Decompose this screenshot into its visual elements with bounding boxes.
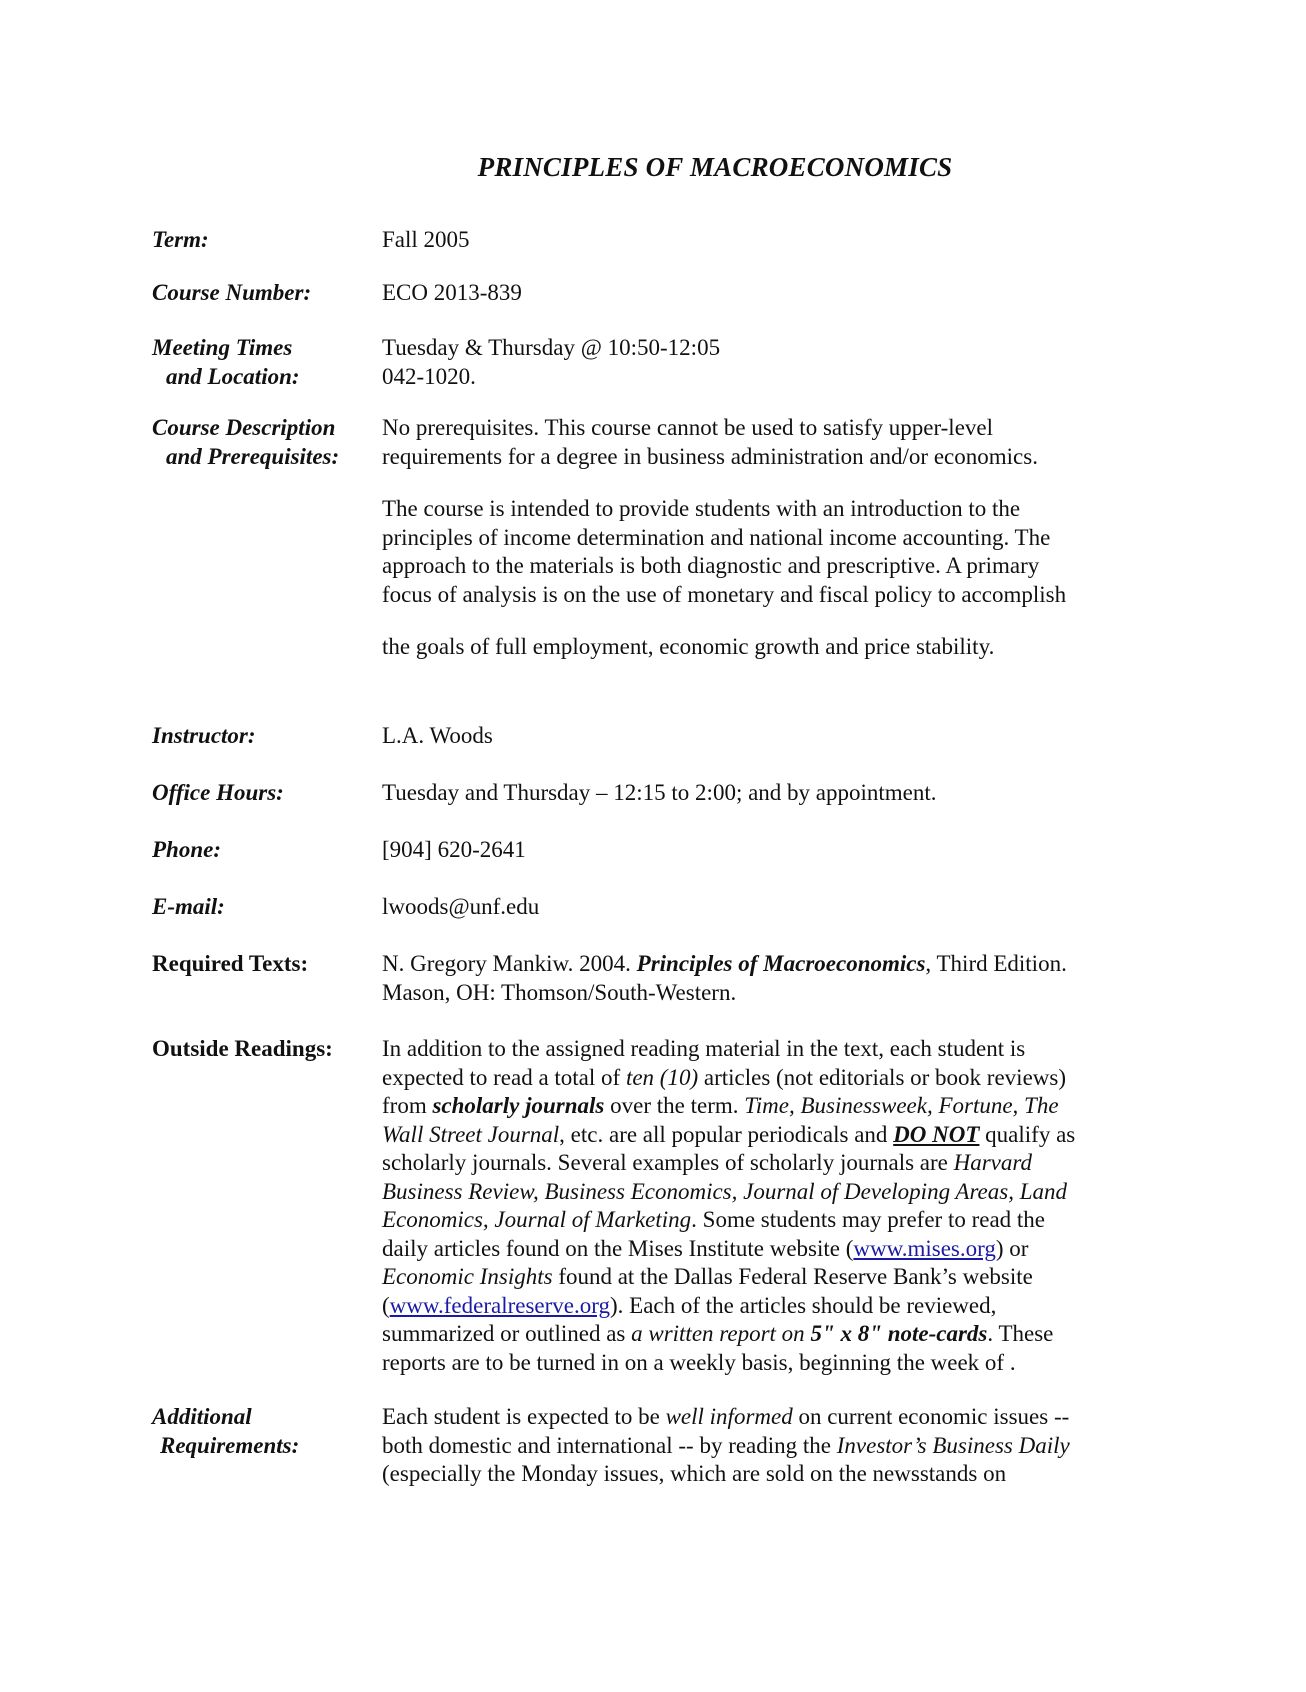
meeting-value <box>382 334 1152 391</box>
outside-line11 <box>382 1320 1152 1349</box>
required-texts-label: Required Texts: <box>152 951 309 976</box>
meeting-label-line2: and Location: <box>166 363 300 389</box>
phone-value: [904] 620-2641 <box>382 837 526 862</box>
outside-line2 <box>382 1064 1152 1093</box>
description-para3-line1: the goals of full employment, economic growth and price stability. <box>382 634 995 659</box>
outside-line12: reports are to be turned in on a weekly basis, beginning the week of . <box>382 1349 1016 1375</box>
outside-line7 <box>382 1206 1152 1235</box>
meeting-label-line1: Meeting Times <box>152 335 293 360</box>
term-value: Fall 2005 <box>382 227 470 252</box>
outside-line2-a: expected to read a total of <box>382 1064 626 1090</box>
outside-line8 <box>382 1235 1152 1264</box>
term-label: Term: <box>152 227 209 252</box>
meeting-times: Tuesday & Thursday @ 10:50-12:05 <box>382 335 721 360</box>
description-para2-line1: The course is intended to provide students with an introduction to the <box>382 496 1021 521</box>
description-label <box>152 414 372 471</box>
text-book-title: Principles of Macroeconomics <box>636 951 926 976</box>
outside-line8-a: daily articles found on the Mises Institute website ( <box>382 1235 854 1261</box>
outside-line11-a: summarized or outlined as <box>382 1321 632 1346</box>
outside-note-cards: 5" x 8" note-cards <box>810 1321 988 1346</box>
additional-label-line1: Additional <box>152 1404 252 1429</box>
course-number-label: Course Number: <box>152 280 312 305</box>
description-para1-line2: requirements for a degree in business administration and/or economics. <box>382 443 1038 469</box>
outside-scholarly: scholarly journals <box>432 1093 605 1118</box>
outside-wsj: Wall Street Journal <box>382 1121 560 1147</box>
outside-line9-b: found at the Dallas Federal Reserve Bank’s website <box>552 1264 1033 1289</box>
description-para2-line3: approach to the materials is both diagnostic and prescriptive. A primary <box>382 553 1040 578</box>
additional-line2 <box>382 1432 1152 1461</box>
description-para2-line2: principles of income determination and national income accounting. The <box>382 524 1051 550</box>
outside-readings-label: Outside Readings: <box>152 1036 333 1061</box>
outside-periodicals: Time, Businessweek, Fortune, The <box>744 1093 1059 1118</box>
outside-line6: Business Review, Business Economics, Journal of Developing Areas, Land <box>382 1178 1068 1204</box>
outside-line3-a: from <box>382 1093 433 1118</box>
outside-readings-value <box>382 1035 1152 1377</box>
additional-line3: (especially the Monday issues, which are sold on the newsstands on <box>382 1461 1007 1486</box>
required-texts-line2: Mason, OH: Thomson/South-Western. <box>382 979 737 1005</box>
text-author-year: N. Gregory Mankiw. 2004. <box>382 951 637 976</box>
text-edition: , Third Edition. <box>925 951 1067 976</box>
email-value: lwoods@unf.edu <box>382 894 540 919</box>
email-label: E-mail: <box>152 894 225 919</box>
outside-line11-d: . These <box>987 1321 1054 1346</box>
description-para2-line4: focus of analysis is on the use of monetary and fiscal policy to accomplish <box>382 581 1067 607</box>
outside-line3-c: over the term. <box>604 1093 745 1118</box>
outside-line8-b: ) or <box>995 1235 1029 1261</box>
additional-ibd: Investor’s Business Daily <box>836 1432 1070 1458</box>
outside-line4-b: , etc. are all popular periodicals and <box>559 1121 894 1147</box>
outside-economic-insights: Economic Insights <box>382 1264 553 1289</box>
additional-line1 <box>382 1403 1152 1432</box>
outside-line4 <box>382 1121 1152 1150</box>
outside-line2-c: articles (not editorials or book reviews) <box>698 1064 1066 1090</box>
outside-line3 <box>382 1092 1152 1121</box>
page-title: PRINCIPLES OF MACROECONOMICS <box>477 152 953 182</box>
additional-line2-a: both domestic and international -- by reading the <box>382 1432 837 1458</box>
outside-journals: Economics, Journal of Marketing <box>382 1207 692 1232</box>
outside-line9 <box>382 1263 1152 1292</box>
required-texts-line1 <box>382 950 1152 979</box>
additional-label-line2: Requirements: <box>160 1432 300 1458</box>
mises-link[interactable]: www.mises.org <box>853 1235 996 1261</box>
outside-line10-a: ( <box>382 1292 390 1318</box>
office-hours-value: Tuesday and Thursday – 12:15 to 2:00; and by appointment. <box>382 780 937 805</box>
federalreserve-link[interactable]: www.federalreserve.org <box>389 1292 610 1318</box>
outside-line10 <box>382 1292 1152 1321</box>
outside-line10-b: ). Each of the articles should be reviewed, <box>609 1292 997 1318</box>
meeting-label <box>152 334 372 391</box>
outside-line5 <box>382 1149 1152 1178</box>
outside-line7-b: . Some students may prefer to read the <box>691 1207 1046 1232</box>
office-hours-label: Office Hours: <box>152 780 284 805</box>
required-texts-value <box>382 950 1152 1007</box>
outside-line1: In addition to the assigned reading material in the text, each student is <box>382 1036 1026 1061</box>
additional-well-informed: well informed <box>665 1404 793 1429</box>
description-para1-line1: No prerequisites. This course cannot be used to satisfy upper-level <box>382 415 994 440</box>
meeting-location: 042-1020. <box>382 363 476 389</box>
additional-line1-c: on current economic issues -- <box>792 1404 1070 1429</box>
instructor-value: L.A. Woods <box>382 723 493 748</box>
outside-line4-d: qualify as <box>979 1121 1076 1147</box>
instructor-label: Instructor: <box>152 723 256 748</box>
outside-ten: ten (10) <box>625 1064 699 1090</box>
phone-label: Phone: <box>152 837 221 862</box>
outside-line5-a: scholarly journals. Several examples of scholarly journals are <box>382 1150 954 1175</box>
description-label-line2: and Prerequisites: <box>166 443 340 469</box>
additional-label <box>152 1403 372 1460</box>
outside-written-report: a written report on <box>631 1321 811 1346</box>
outside-do-not: DO NOT <box>893 1121 980 1147</box>
additional-line1-a: Each student is expected to be <box>382 1404 666 1429</box>
additional-value <box>382 1403 1152 1489</box>
outside-harvard: Harvard <box>953 1150 1032 1175</box>
description-value <box>382 414 1152 662</box>
course-number-value: ECO 2013-839 <box>382 280 522 305</box>
description-label-line1: Course Description <box>152 415 336 440</box>
